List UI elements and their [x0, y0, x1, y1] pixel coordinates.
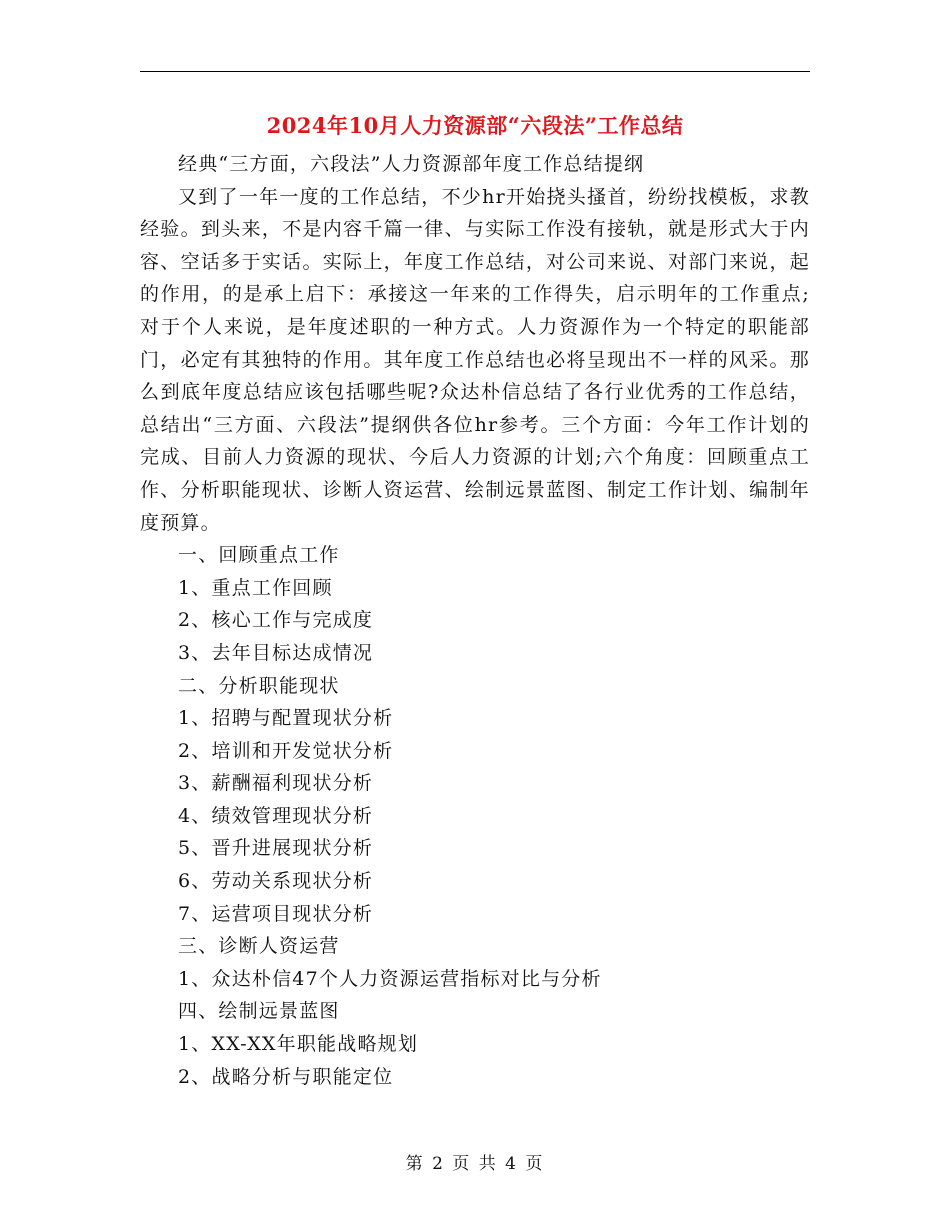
outline-line: 7、运营项目现状分析 [178, 902, 374, 925]
outline-line: 2、核心工作与完成度 [178, 609, 374, 632]
outline-line: 1、XX-XX年职能战略规划 [178, 1033, 419, 1056]
page-footer: 第 2 页 共 4 页 [405, 1154, 545, 1174]
document-body [140, 148, 810, 1093]
outline-line: 三、诊断人资运营 [178, 935, 340, 958]
outline-line: 1、重点工作回顾 [178, 576, 333, 599]
outline-line: 4、绩效管理现状分析 [178, 804, 374, 827]
outline-line: 四、绘制远景蓝图 [178, 1000, 340, 1023]
document-title: 2024年10月人力资源部“六段法”工作总结 [266, 113, 684, 138]
outline-line: 二、分析职能现状 [178, 674, 340, 697]
outline-line: 1、众达朴信47个人力资源运营指标对比与分析 [178, 967, 602, 990]
subtitle-line: 经典“三方面，六段法”人力资源部年度工作总结提纲 [178, 153, 645, 175]
header-rule [140, 71, 810, 72]
outline-line: 1、招聘与配置现状分析 [178, 707, 394, 730]
outline-line: 2、培训和开发觉状分析 [178, 739, 394, 762]
outline-line: 3、薪酬福利现状分析 [178, 772, 374, 795]
outline-line: 3、去年目标达成情况 [178, 641, 374, 664]
outline-line: 5、晋升进展现状分析 [178, 837, 374, 860]
outline-line: 6、劳动关系现状分析 [178, 870, 374, 893]
intro-paragraph: 又到了一年一度的工作总结，不少hr开始挠头搔首，纷纷找模板，求教经验。到头来，不是内容千篇一律、与实际工作没有接轨，就是形式大于内容、空话多于实话。实际上，年度工作总结，对公司来说、对部门来说，起的作用，的是承上启下：承接这一年来的工作得失，启示明年的工作重点;对于个人来说，是年度述职的一种方式。人力资源作为一个特定的职能部门，必定有其独特的作用。其年度工作总结也必将呈现出不一样的风采。那么到底年度总结应该包括哪些呢?众达朴信总结了各行业优秀的工作总结，总结出“三方面、六段法”提纲供各位hr参考。三个方面：今年工作计划的完成、目前人力资源的现状、今后人力资源的计划;六个角度：回顾重点工作、分析职能现状、诊断人资运营、绘制远景蓝图、制定工作计划、编制年度预算。 [140, 185, 810, 534]
outline-list [140, 539, 810, 1093]
outline-line: 2、战略分析与职能定位 [178, 1065, 394, 1088]
outline-line: 一、回顾重点工作 [178, 544, 340, 567]
